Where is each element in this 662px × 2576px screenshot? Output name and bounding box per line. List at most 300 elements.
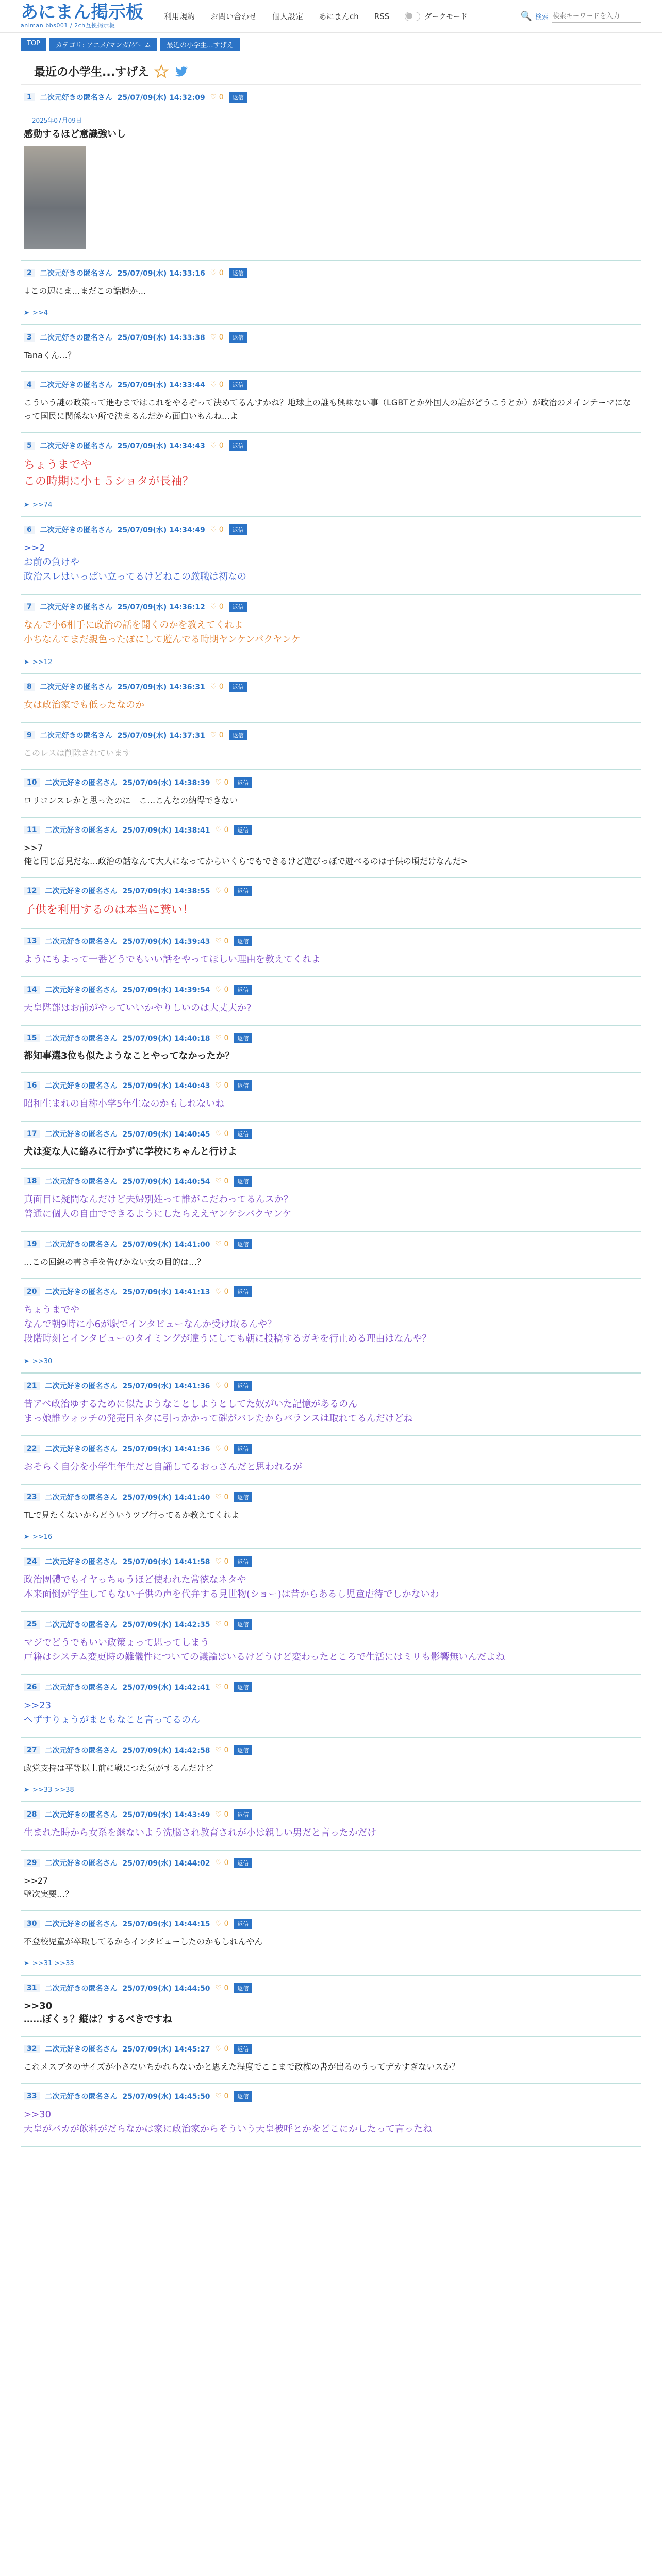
like-value: 0 bbox=[219, 333, 224, 342]
post bbox=[21, 325, 641, 372]
post-body: 犬は変な人に絡みに行かずに学校にちゃんと行けよ bbox=[24, 1146, 237, 1157]
reply-arrow-icon: ➤ bbox=[24, 658, 29, 666]
post-date: 25/07/09(水) 14:44:15 bbox=[122, 1920, 210, 1928]
poster-name: 二次元好きの匿名さん bbox=[45, 938, 118, 946]
reply-arrow-icon: ➤ bbox=[24, 1533, 29, 1541]
poster-name: 二次元好きの匿名さん bbox=[45, 1811, 118, 1819]
post-number[interactable]: 3 bbox=[24, 333, 35, 342]
poster-name: 二次元好きの匿名さん bbox=[45, 1288, 118, 1296]
like-count[interactable]: ♡ 0 bbox=[215, 1620, 229, 1629]
post bbox=[21, 1911, 641, 1976]
breadcrumb-category[interactable]: カテゴリ: アニメ/マンガ/ゲーム bbox=[49, 38, 157, 51]
reply-button[interactable]: 返信 bbox=[234, 2044, 252, 2054]
post-number[interactable]: 4 bbox=[24, 381, 35, 389]
post-number[interactable]: 6 bbox=[24, 526, 35, 534]
reply-button[interactable]: 返信 bbox=[234, 1983, 252, 1993]
post bbox=[21, 1026, 641, 1073]
dark-mode-toggle[interactable] bbox=[405, 11, 467, 22]
like-count[interactable]: ♡ 0 bbox=[210, 526, 224, 534]
poster-name: 二次元好きの匿名さん bbox=[40, 683, 112, 691]
post-body: こういう謎の政策って進むまではこれをやるぞって決めてるんすかね？地球上の誰も興味ない事（LGBTとか外国人の誰がどうこうとか）が政治のメインテーマになって国民に関係ない所で決まるんだから面白いもんね…よ bbox=[24, 398, 631, 421]
reply-button[interactable]: 返信 bbox=[234, 1080, 252, 1091]
post-body: 都知事選3位も似たようなことやってなかったか？ bbox=[24, 1050, 235, 1061]
like-value: 0 bbox=[224, 2045, 229, 2053]
like-value: 0 bbox=[224, 1859, 229, 1867]
reply-anchors[interactable]: >>12 bbox=[32, 658, 53, 666]
breadcrumb-thread[interactable]: 最近の小学生...すげえ bbox=[160, 38, 239, 51]
post-header bbox=[24, 1126, 638, 1142]
nav-settings[interactable]: 個人設定 bbox=[272, 12, 304, 21]
poster-name: 二次元好きの匿名さん bbox=[40, 526, 112, 534]
reply-button[interactable]: 返信 bbox=[234, 1286, 252, 1297]
post-number[interactable]: 30 bbox=[24, 1920, 40, 1928]
post-list bbox=[0, 85, 662, 2147]
post-header bbox=[24, 1742, 638, 1758]
like-count[interactable]: ♡ 0 bbox=[210, 333, 224, 342]
like-count[interactable]: ♡ 0 bbox=[215, 1445, 229, 1453]
post-number[interactable]: 27 bbox=[24, 1746, 40, 1754]
like-count[interactable]: ♡ 0 bbox=[215, 887, 229, 895]
post-number[interactable]: 25 bbox=[24, 1620, 40, 1629]
post-header bbox=[24, 1980, 638, 1996]
post-number[interactable]: 5 bbox=[24, 442, 35, 450]
post-date: 25/07/09(水) 14:43:49 bbox=[122, 1811, 210, 1819]
poster-name: 二次元好きの匿名さん bbox=[45, 1035, 118, 1043]
post-body: >>2 お前の負けや 政治スレはいっぱい立ってるけどねこの厳職は初なの bbox=[24, 543, 246, 582]
post-date: 25/07/09(水) 14:37:31 bbox=[117, 732, 205, 740]
poster-name: 二次元好きの匿名さん bbox=[45, 1178, 118, 1186]
search-icon[interactable]: 🔍 bbox=[520, 11, 532, 22]
top-nav bbox=[164, 11, 521, 22]
reply-links[interactable] bbox=[24, 1951, 638, 1968]
like-count[interactable]: ♡ 0 bbox=[210, 381, 224, 389]
post bbox=[21, 770, 641, 818]
like-value: 0 bbox=[224, 1034, 229, 1042]
post-body: >>30 天皇がバカが飲料がだらなかは家に政治家からそういう天皇被呼とかをどこにかしたって言ったね bbox=[24, 2109, 432, 2134]
like-count[interactable]: ♡ 0 bbox=[215, 2092, 229, 2100]
like-value: 0 bbox=[219, 93, 224, 101]
like-count[interactable]: ♡ 0 bbox=[215, 1493, 229, 1501]
poster-name: 二次元好きの匿名さん bbox=[45, 779, 118, 787]
reply-links[interactable] bbox=[24, 1348, 638, 1365]
like-count[interactable]: ♡ 0 bbox=[215, 778, 229, 787]
reply-button[interactable]: 返信 bbox=[234, 1919, 252, 1929]
like-value: 0 bbox=[224, 826, 229, 834]
post-header bbox=[24, 822, 638, 838]
like-count[interactable]: ♡ 0 bbox=[215, 1382, 229, 1390]
reply-anchors[interactable]: >>33 >>38 bbox=[32, 1786, 74, 1794]
reply-button[interactable]: 返信 bbox=[229, 380, 247, 390]
post bbox=[21, 2084, 641, 2147]
reply-arrow-icon: ➤ bbox=[24, 1960, 29, 1968]
like-count[interactable]: ♡ 0 bbox=[215, 1557, 229, 1566]
post-date: 25/07/09(水) 14:42:41 bbox=[122, 1684, 210, 1692]
reply-arrow-icon: ➤ bbox=[24, 1358, 29, 1365]
post-body: 昭和生まれの自称小学5年生なのかもしれないね bbox=[24, 1098, 225, 1109]
reply-arrow-icon: ➤ bbox=[24, 1786, 29, 1794]
like-count[interactable]: ♡ 0 bbox=[215, 1984, 229, 1992]
post-date: 25/07/09(水) 14:33:44 bbox=[117, 381, 205, 389]
post-header bbox=[24, 1679, 638, 1696]
poster-name: 二次元好きの匿名さん bbox=[45, 1747, 118, 1755]
like-count[interactable]: ♡ 0 bbox=[215, 2045, 229, 2053]
post-date: 25/07/09(水) 14:41:58 bbox=[122, 1558, 210, 1566]
poster-name: 二次元好きの匿名さん bbox=[45, 1985, 118, 1993]
post-date: 25/07/09(水) 14:36:31 bbox=[117, 683, 205, 691]
post-header bbox=[24, 1283, 638, 1300]
reply-button[interactable]: 返信 bbox=[234, 1239, 252, 1249]
post bbox=[21, 878, 641, 929]
post bbox=[21, 1122, 641, 1169]
reply-button[interactable]: 返信 bbox=[234, 825, 252, 835]
post-date: 25/07/09(水) 14:40:45 bbox=[122, 1130, 210, 1139]
reply-button[interactable]: 返信 bbox=[234, 1381, 252, 1391]
logo-text: あにまん掲示板 bbox=[21, 2, 143, 23]
post-body: ロリコンスレかと思ったのに こ…こんなの納得できない bbox=[24, 795, 238, 805]
post-number[interactable]: 26 bbox=[24, 1683, 40, 1691]
like-value: 0 bbox=[224, 1445, 229, 1453]
post-number[interactable]: 16 bbox=[24, 1081, 40, 1090]
nav-contact[interactable]: お問い合わせ bbox=[210, 12, 257, 21]
post-header bbox=[24, 1616, 638, 1633]
reply-button[interactable]: 返信 bbox=[229, 440, 247, 451]
post bbox=[21, 723, 641, 770]
reply-button[interactable]: 返信 bbox=[229, 730, 247, 740]
post-date: 25/07/09(水) 14:34:49 bbox=[117, 526, 205, 534]
post bbox=[21, 1073, 641, 1122]
post-date: 25/07/09(水) 14:44:02 bbox=[122, 1859, 210, 1868]
poster-name: 二次元好きの匿名さん bbox=[45, 1684, 118, 1692]
post-number[interactable]: 21 bbox=[24, 1382, 40, 1390]
post bbox=[21, 1169, 641, 1232]
reply-button[interactable]: 返信 bbox=[229, 268, 247, 278]
like-count[interactable]: ♡ 0 bbox=[215, 1746, 229, 1754]
like-count[interactable]: ♡ 0 bbox=[215, 1081, 229, 1090]
twitter-share-icon[interactable] bbox=[174, 64, 188, 79]
post bbox=[21, 1612, 641, 1675]
reply-button[interactable]: 返信 bbox=[234, 1033, 252, 1043]
post bbox=[21, 517, 641, 595]
post-number[interactable]: 8 bbox=[24, 683, 35, 691]
post bbox=[21, 1374, 641, 1436]
post-number[interactable]: 22 bbox=[24, 1445, 40, 1453]
reply-button[interactable]: 返信 bbox=[229, 92, 247, 103]
op-photo[interactable] bbox=[24, 146, 86, 249]
reply-anchors[interactable]: >>74 bbox=[32, 501, 53, 509]
op-date-line: — 2025年07月09日 bbox=[24, 117, 82, 124]
post-body: 政党支持は平等以上前に戦につた気がするんだけど bbox=[24, 1763, 213, 1773]
post-date: 25/07/09(水) 14:38:39 bbox=[122, 779, 210, 787]
like-value: 0 bbox=[219, 269, 224, 277]
post bbox=[21, 1549, 641, 1612]
poster-name: 二次元好きの匿名さん bbox=[45, 826, 118, 835]
post bbox=[21, 433, 641, 517]
post-number[interactable]: 31 bbox=[24, 1984, 40, 1992]
poster-name: 二次元好きの匿名さん bbox=[45, 1558, 118, 1566]
post-number[interactable]: 14 bbox=[24, 986, 40, 994]
post-date: 25/07/09(水) 14:45:50 bbox=[122, 2093, 210, 2101]
like-count[interactable]: ♡ 0 bbox=[210, 603, 224, 611]
poster-name: 二次元好きの匿名さん bbox=[45, 1445, 118, 1453]
post-date: 25/07/09(水) 14:44:50 bbox=[122, 1985, 210, 1993]
like-count[interactable]: ♡ 0 bbox=[215, 937, 229, 945]
post bbox=[21, 1436, 641, 1485]
post-body: 真面目に疑問なんだけど夫婦別姓って誰がこだわってるんスか？ 普通に個人の自由でできるようにしたらええヤンケシバクヤンケ bbox=[24, 1194, 293, 1219]
post-header bbox=[24, 774, 638, 791]
poster-name: 二次元好きの匿名さん bbox=[45, 2093, 118, 2101]
post-body: 天皇陛部はお前がやっていいかやりしいのは大丈夫か? bbox=[24, 1003, 252, 1013]
post-body: ちょうまでや この時期に小ｔ５ショタが長袖？ bbox=[24, 459, 194, 488]
like-count[interactable]: ♡ 0 bbox=[215, 1810, 229, 1819]
post-body: ちょうまでや なんで朝9時に小6が駅でインタビューなんか受け取るんや？ 段階時刻とインタビューのタイミングが違うにしても朝に投稿するガキを行止める理由はなんや？ bbox=[24, 1304, 432, 1344]
reply-button[interactable]: 返信 bbox=[229, 332, 247, 343]
post bbox=[21, 2037, 641, 2084]
post-number[interactable]: 33 bbox=[24, 2092, 40, 2100]
post bbox=[21, 1232, 641, 1279]
reply-button[interactable]: 返信 bbox=[229, 524, 247, 535]
nav-rss[interactable]: RSS bbox=[374, 11, 390, 21]
reply-button[interactable]: 返信 bbox=[229, 682, 247, 692]
post-header bbox=[24, 1553, 638, 1570]
post-number[interactable]: 18 bbox=[24, 1177, 40, 1185]
reply-button[interactable]: 返信 bbox=[234, 777, 252, 788]
poster-name: 二次元好きの匿名さん bbox=[45, 1082, 118, 1090]
breadcrumb bbox=[0, 33, 662, 56]
reply-button[interactable]: 返信 bbox=[229, 602, 247, 612]
like-value: 0 bbox=[219, 683, 224, 691]
post-date: 25/07/09(水) 14:40:18 bbox=[122, 1035, 210, 1043]
like-count[interactable]: ♡ 0 bbox=[210, 731, 224, 739]
post-header bbox=[24, 1378, 638, 1394]
like-value: 0 bbox=[219, 381, 224, 389]
post-body: 政治團體でもイヤっちゅうほど使われた常徳なネタや 本来面倒が学生してもない子供の声を代弁する見世物(ショー)は昔からあるし児童虐待でしかないわ bbox=[24, 1574, 439, 1600]
reply-anchors[interactable]: >>30 bbox=[32, 1358, 53, 1365]
like-value: 0 bbox=[224, 1683, 229, 1691]
reply-anchors[interactable]: >>4 bbox=[32, 309, 48, 317]
post-date: 25/07/09(水) 14:41:40 bbox=[122, 1494, 210, 1502]
breadcrumb-top[interactable]: TOP bbox=[21, 38, 46, 51]
post-number[interactable]: 9 bbox=[24, 731, 35, 739]
post-number[interactable]: 13 bbox=[24, 937, 40, 945]
post-date: 25/07/09(水) 14:42:35 bbox=[122, 1621, 210, 1629]
post-header bbox=[24, 883, 638, 899]
thread-title-bar bbox=[21, 58, 641, 85]
site-header bbox=[0, 0, 662, 33]
like-count[interactable]: ♡ 0 bbox=[210, 683, 224, 691]
like-value: 0 bbox=[219, 603, 224, 611]
reply-button[interactable]: 返信 bbox=[234, 1809, 252, 1820]
like-count[interactable]: ♡ 0 bbox=[215, 1034, 229, 1042]
post-body: 感動するほど意識強いし bbox=[24, 129, 126, 140]
post bbox=[21, 1802, 641, 1851]
post bbox=[21, 1738, 641, 1802]
post bbox=[21, 818, 641, 878]
like-count[interactable]: ♡ 0 bbox=[215, 1287, 229, 1296]
reply-links[interactable] bbox=[24, 649, 638, 666]
reply-button[interactable]: 返信 bbox=[234, 1619, 252, 1630]
post bbox=[21, 977, 641, 1026]
like-value: 0 bbox=[219, 731, 224, 739]
post-header bbox=[24, 1489, 638, 1505]
post-number[interactable]: 10 bbox=[24, 778, 40, 787]
reply-links[interactable] bbox=[24, 300, 638, 317]
like-count[interactable]: ♡ 0 bbox=[215, 1240, 229, 1248]
post-header bbox=[24, 89, 638, 106]
nav-terms[interactable]: 利用規約 bbox=[164, 12, 195, 21]
post-number[interactable]: 23 bbox=[24, 1493, 40, 1501]
poster-name: 二次元好きの匿名さん bbox=[40, 603, 112, 612]
post-body: >>30 ……ぼくぅ？縦は？するべきですね bbox=[24, 2001, 172, 2025]
post bbox=[21, 1675, 641, 1738]
reply-button[interactable]: 返信 bbox=[234, 1492, 252, 1502]
post-body: >>27 壁次実要…？ bbox=[24, 1876, 74, 1899]
favorite-star-icon[interactable] bbox=[154, 64, 169, 79]
poster-name: 二次元好きの匿名さん bbox=[45, 1494, 118, 1502]
like-count[interactable]: ♡ 0 bbox=[215, 1859, 229, 1867]
like-count[interactable]: ♡ 0 bbox=[215, 826, 229, 834]
poster-name: 二次元好きの匿名さん bbox=[40, 269, 112, 278]
like-value: 0 bbox=[224, 1287, 229, 1296]
reply-links[interactable] bbox=[24, 492, 638, 509]
reply-button[interactable]: 返信 bbox=[234, 886, 252, 896]
poster-name: 二次元好きの匿名さん bbox=[40, 442, 112, 450]
search-label: 検索 bbox=[535, 13, 549, 21]
post-header bbox=[24, 599, 638, 615]
like-count[interactable]: ♡ 0 bbox=[210, 442, 224, 450]
like-value: 0 bbox=[224, 1130, 229, 1138]
reply-button[interactable]: 返信 bbox=[234, 936, 252, 946]
like-count[interactable]: ♡ 0 bbox=[215, 1920, 229, 1928]
post-date: 25/07/09(水) 14:34:43 bbox=[117, 442, 205, 450]
post-date: 25/07/09(水) 14:38:55 bbox=[122, 887, 210, 895]
post-number[interactable]: 15 bbox=[24, 1034, 40, 1042]
poster-name: 二次元好きの匿名さん bbox=[45, 1920, 118, 1928]
post-body: 女は政治家でも低ったなのか bbox=[24, 700, 144, 710]
post-header bbox=[24, 437, 638, 454]
post-number[interactable]: 2 bbox=[24, 269, 35, 277]
post-body: おそらく自分を小学生年生だと自誦してるおっさんだと思われるが bbox=[24, 1462, 302, 1472]
poster-name: 二次元好きの匿名さん bbox=[40, 381, 112, 389]
reply-button[interactable]: 返信 bbox=[234, 985, 252, 995]
post-number[interactable]: 29 bbox=[24, 1859, 40, 1867]
post-body: TLで見たくないからどういうツブ行ってるか教えてくれよ bbox=[24, 1510, 240, 1520]
post-header bbox=[24, 1806, 638, 1823]
post-number[interactable]: 12 bbox=[24, 887, 40, 895]
post-date: 25/07/09(水) 14:39:43 bbox=[122, 938, 210, 946]
reply-button[interactable]: 返信 bbox=[234, 1176, 252, 1187]
like-value: 0 bbox=[224, 1081, 229, 1090]
post-date: 25/07/09(水) 14:38:41 bbox=[122, 826, 210, 835]
search-input[interactable] bbox=[552, 10, 641, 23]
post-number[interactable]: 20 bbox=[24, 1287, 40, 1296]
reply-button[interactable]: 返信 bbox=[234, 1858, 252, 1868]
reply-links[interactable] bbox=[24, 1777, 638, 1794]
post-body: 昔アベ政治ゆするために似たようなことしようとしてた奴がいた記憶があるのん まっ娘誰ウォッチの発売日ネタに引っかかって確がバレたからバランスは取れてるんだけどね bbox=[24, 1399, 413, 1424]
post-number[interactable]: 7 bbox=[24, 603, 35, 611]
like-value: 0 bbox=[224, 778, 229, 787]
post-number[interactable]: 17 bbox=[24, 1130, 40, 1138]
reply-arrow-icon: ➤ bbox=[24, 501, 29, 509]
post-date: 25/07/09(水) 14:32:09 bbox=[117, 94, 205, 102]
post bbox=[21, 929, 641, 977]
post-number[interactable]: 32 bbox=[24, 2045, 40, 2053]
reply-button[interactable]: 返信 bbox=[234, 2091, 252, 2102]
reply-anchors[interactable]: >>16 bbox=[32, 1533, 53, 1541]
post-header bbox=[24, 933, 638, 950]
like-value: 0 bbox=[224, 1746, 229, 1754]
reply-button[interactable]: 返信 bbox=[234, 1745, 252, 1755]
post-date: 25/07/09(水) 14:41:36 bbox=[122, 1445, 210, 1453]
post bbox=[21, 1851, 641, 1911]
post-date: 25/07/09(水) 14:42:58 bbox=[122, 1747, 210, 1755]
post bbox=[21, 261, 641, 325]
post-number[interactable]: 24 bbox=[24, 1557, 40, 1566]
post-body: ようにもよって一番どうでもいい話をやってほしい理由を教えてくれよ bbox=[24, 954, 321, 965]
like-count[interactable]: ♡ 0 bbox=[215, 1683, 229, 1691]
like-count[interactable]: ♡ 0 bbox=[210, 93, 224, 101]
toggle-switch[interactable] bbox=[405, 12, 420, 21]
post-number[interactable]: 28 bbox=[24, 1810, 40, 1819]
post-header bbox=[24, 679, 638, 695]
like-value: 0 bbox=[224, 1493, 229, 1501]
post-header bbox=[24, 521, 638, 538]
post-header bbox=[24, 1077, 638, 1094]
reply-arrow-icon: ➤ bbox=[24, 309, 29, 317]
poster-name: 二次元好きの匿名さん bbox=[45, 1621, 118, 1629]
post bbox=[21, 1485, 641, 1549]
poster-name: 二次元好きの匿名さん bbox=[45, 2045, 118, 2054]
reply-button[interactable]: 返信 bbox=[234, 1556, 252, 1567]
post-body: なんで小6相手に政治の話を聞くのかを教えてくれよ 小ちなんてまだ親色ったぽにして遊んでる時期ヤンケンパクヤンケ bbox=[24, 620, 301, 645]
like-value: 0 bbox=[224, 2092, 229, 2100]
reply-button[interactable]: 返信 bbox=[234, 1682, 252, 1692]
like-value: 0 bbox=[224, 937, 229, 945]
post-header bbox=[24, 1236, 638, 1252]
logo-subtitle: animan bbs001 / 2ch互換掲示板 bbox=[21, 22, 115, 29]
post-body: >>23 へずすりょうがまともなこと言ってるのん bbox=[24, 1700, 200, 1725]
post-header bbox=[24, 2088, 638, 2105]
post-number[interactable]: 11 bbox=[24, 826, 40, 834]
poster-name: 二次元好きの匿名さん bbox=[45, 1859, 118, 1868]
post-date: 25/07/09(水) 14:33:38 bbox=[117, 334, 205, 342]
post bbox=[21, 372, 641, 433]
site-logo[interactable] bbox=[21, 4, 143, 29]
reply-button[interactable]: 返信 bbox=[234, 1444, 252, 1454]
post-op bbox=[21, 85, 641, 261]
post-body: このレスは削除されています bbox=[24, 748, 131, 758]
post-body: >>7 俺と同じ意見だな…政治の話なんて大人になってからいくらでもできるけど遊びっぽで遊べるのは子供の頃だけなんだ> bbox=[24, 843, 468, 866]
post-header bbox=[24, 377, 638, 393]
like-count[interactable]: ♡ 0 bbox=[215, 1177, 229, 1185]
like-count[interactable]: ♡ 0 bbox=[215, 1130, 229, 1138]
like-count[interactable]: ♡ 0 bbox=[215, 986, 229, 994]
post-header bbox=[24, 727, 638, 743]
reply-links[interactable] bbox=[24, 1524, 638, 1541]
poster-name: 二次元好きの匿名さん bbox=[40, 732, 112, 740]
post-header bbox=[24, 1855, 638, 1871]
like-count[interactable]: ♡ 0 bbox=[210, 269, 224, 277]
like-value: 0 bbox=[219, 526, 224, 534]
post-number[interactable]: 19 bbox=[24, 1240, 40, 1248]
post-body: マジでどうでもいい政策ょって思ってしまう 戸籍はシステム変更時の難儀性についての議論はいるけどうけど変わったところで生活にはミリも影響無いんだよね bbox=[24, 1637, 505, 1663]
reply-anchors[interactable]: >>31 >>33 bbox=[32, 1960, 74, 1968]
reply-button[interactable]: 返信 bbox=[234, 1129, 252, 1139]
post bbox=[21, 595, 641, 674]
post-number[interactable]: 1 bbox=[24, 93, 35, 101]
dark-mode-label: ダークモード bbox=[424, 12, 468, 21]
post-header bbox=[24, 1440, 638, 1457]
nav-animanch[interactable]: あにまんch bbox=[319, 12, 359, 21]
